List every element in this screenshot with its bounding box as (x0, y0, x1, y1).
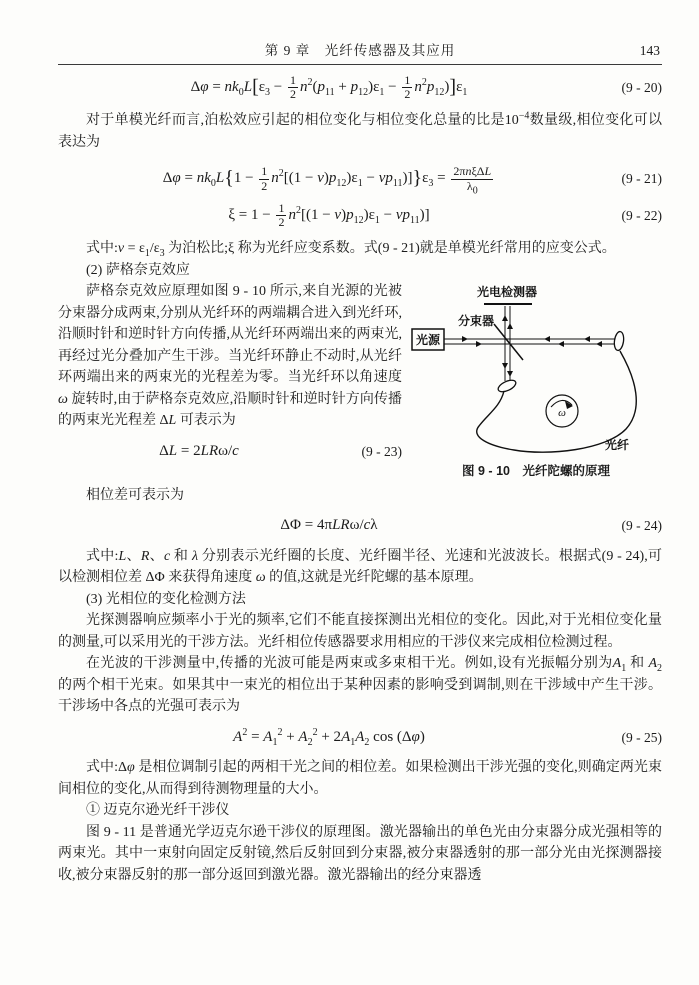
fiber-label: 光纤 (604, 438, 630, 453)
figure-caption: 图 9 - 10 光纤陀螺的原理 (462, 464, 610, 479)
equation-9-25 (58, 727, 662, 749)
equation-9-20 (58, 74, 662, 101)
beam-arrow-down-icon (502, 363, 508, 369)
figure-9-10 (410, 283, 662, 483)
bottom-lens-icon (496, 378, 517, 394)
paragraph-detector-freq: 光探测器响应频率小于光的频率,它们不能直接探测出光相位的变化。因此,对于光相位变化量的测量,可以采用光的干涉方法。光纤相位传感器要求用相应的干涉仪来完成相位检测过程。 (58, 613, 662, 650)
paragraph-poisson: 对于单模光纤而言,泊松效应引起的相位变化与相位变化总量的比是$10^{-4}$数量级,相位变化可以表达为 (58, 110, 663, 150)
equation-number: (9 - 23) (361, 443, 402, 459)
omega-label: ω (558, 407, 566, 420)
equation-body: ΔL = 2LRω/c (159, 442, 239, 459)
paragraph-gyro-principle: 式中:L、R、c 和 λ 分别表示光纤圈的长度、光纤圈半径、光速和光波波长。根据式(9 - 24),可以检测相位差 ΔΦ 来获得角速度 ω 的值,这就是光纤陀螺的基本原理。 (58, 548, 663, 586)
equation-body: ξ = 1 − $\frac{1}{2}$ $n^2[(1 - \nu)p_{12})\varepsilon_1 - \nu p_{11}$)] (228, 200, 430, 229)
equation-number: (9 - 25) (621, 729, 662, 745)
page-number: 143 (639, 43, 660, 58)
equation-9-23 (58, 441, 402, 463)
beam-arrow-right-icon (476, 341, 482, 347)
equation-body: $\Delta\varphi = nk_0L\{1$ − $\frac{1}{2}$ $n^2[(1 - \nu)p_{12})\varepsilon_1 - \nu p_{11})]\}\varepsilon_3$ = $\frac{\text{2πnξΔL}}{\lambda_0}$ (162, 164, 492, 196)
beam-arrow-right-icon (462, 336, 468, 342)
fiber-gyro-diagram (410, 283, 662, 459)
chapter-title: 第 9 章 光纤传感器及其应用 (264, 43, 456, 58)
beam-arrow-up-icon (502, 315, 508, 321)
equation-9-21 (58, 164, 662, 196)
beam-arrow-left-icon (544, 336, 550, 342)
beam-arrow-left-icon (596, 341, 602, 347)
paragraph-interference: 在光波的干涉测量中,传播的光波可能是两束或多束相干光。例如,设有光振幅分别为$A_1$ 和 $A_2$ 的两个相干光束。如果其中一束光的相位出于某种因素的影响受到调制,则在干涉域中产生干涉。干涉场中各点的光强可表示为 (58, 656, 663, 715)
equation-number: (9 - 21) (621, 171, 662, 187)
paragraph-phase-modulation: 式中:Δφ 是相位调制引起的两相干光之间的相位差。如果检测出干涉光强的变化,则确定两光束间相位的变化,从而得到待测物理量的大小。 (58, 760, 662, 797)
paragraph-michelson: 图 9 - 11 是普通光学迈克尔逊干涉仪的原理图。激光器输出的单色光由分束器分成光强相等的两束光。其中一束射向固定反射镜,然后反射回到分束器,被分束器透射的那一部分光由光探测器接收,被分束器反射的那一部分返回到激光器。激光器输出的经分束器透 (58, 824, 662, 883)
equation-number: (9 - 22) (621, 207, 662, 223)
heading-sagnac-effect: (2) 萨格奈克效应 (86, 262, 190, 278)
beam-arrow-left-icon (584, 336, 590, 342)
equation-9-24 (58, 515, 662, 537)
paragraph-phase-diff: 相位差可表示为 (86, 487, 184, 503)
beam-splitter-line (494, 324, 523, 360)
right-lens-icon (613, 331, 625, 351)
beam-arrow-down-icon (507, 371, 513, 377)
equation-9-22 (58, 202, 662, 229)
beam-arrow-up-icon (507, 323, 513, 329)
paragraph-sagnac: 萨格奈克效应原理如图 9 - 10 所示,来自光源的光被分束器分成两束,分别从光纤环的两端耦合进入到光纤环,沿顺时针和逆时针方向传播,从光纤环两端出来的两束光,再经过光分叠加产生干涉。当光纤环静止不动时,从光纤环两端出来的两束光的光程差为零。当光纤环以角速度 ω 旋转时,由于萨格奈克效应,沿顺时针和逆时针方向传播的两束光光程差 ΔL 可表示为 (58, 284, 402, 429)
heading-michelson: ① 迈克尔逊光纤干涉仪 (86, 803, 230, 819)
equation-number: (9 - 20) (621, 79, 662, 95)
page-header (58, 40, 662, 65)
heading-phase-detection: (3) 光相位的变化检测方法 (86, 591, 246, 607)
beam-arrow-left-icon (558, 341, 564, 347)
equation-body: $\Delta\varphi = nk_0L[\varepsilon_3$ − $\frac{1}{2}$ $n^2(p_{11} + p_{12})\varepsilon_1$ − $\frac{1}{2}$ $n^2p_{12})]\varepsilon_1$ (190, 73, 468, 102)
equation-body: ΔΦ = 4πLRω/cλ (280, 517, 378, 534)
detector-label: 光电检测器 (476, 285, 538, 300)
splitter-label: 分束器 (457, 314, 495, 329)
paragraph-strain-formula: 式中:ν = $\varepsilon_1/\varepsilon_3$ 为泊松比;ξ 称为光纤应变系数。式(9 - 21)就是单模光纤常用的应变公式。 (86, 241, 616, 259)
sagnac-section (58, 281, 662, 485)
equation-number: (9 - 24) (621, 518, 662, 534)
equation-body: $A^2 = A_1^2 + A_2^2 + 2A_1A_2$ cos (Δφ) (233, 726, 425, 748)
source-label: 光源 (415, 333, 441, 348)
